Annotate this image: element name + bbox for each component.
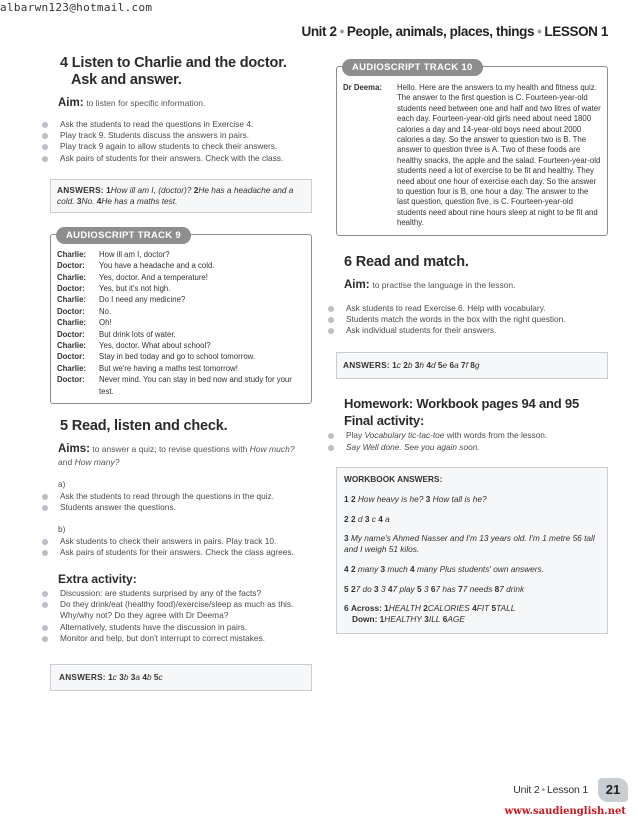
answer-text: g <box>474 360 480 371</box>
answer-number: 2 <box>350 583 356 594</box>
line-text: Oh! <box>99 318 112 328</box>
answer-number: 4 <box>387 583 393 594</box>
aim-text: to listen for specific information. <box>86 98 206 108</box>
audioscript-tab: AUDIOSCRIPT TRACK 9 <box>56 227 191 244</box>
line-text: Yes, doctor. And a temperature! <box>99 272 208 282</box>
list-item: Students match the words in the box with the right question. <box>336 314 608 325</box>
list-item: Monitor and help, but don't interrupt to correct mistakes. <box>50 633 312 644</box>
aim-italic: How many? <box>74 457 120 468</box>
section-6-answers <box>336 352 608 379</box>
answer-text: e <box>442 360 448 371</box>
speaker: Charlie: <box>57 272 87 282</box>
header-dot-icon: • <box>339 24 344 39</box>
answer-text: AGE <box>447 614 465 625</box>
speaker: Doctor: <box>57 261 85 271</box>
homework-section <box>336 395 608 452</box>
answer-text: 3 <box>380 583 386 594</box>
speaker: Doctor: <box>57 284 85 294</box>
answer-text: a <box>454 360 459 371</box>
answer-number: 2 <box>350 513 356 524</box>
final-activity-steps <box>336 430 608 452</box>
answer-number: 6 <box>442 614 448 625</box>
line-text: How ill am I, doctor? <box>99 249 170 259</box>
answer-text: many <box>357 563 379 574</box>
answer-text: c <box>396 360 401 371</box>
answer-number: 5 <box>437 360 443 371</box>
header-unit: Unit 2 <box>301 24 337 39</box>
answer-text: d <box>357 513 363 524</box>
email-watermark: albarwn123@hotmail.com <box>0 1 153 14</box>
left-column <box>50 55 312 691</box>
answer-number: 4 <box>96 195 102 206</box>
top-bar <box>0 0 638 16</box>
list-item: Ask the students to read the questions in Exercise 4. <box>50 119 312 130</box>
answer-text: My name's Ahmed Nasser and I'm 13 years old. I'm 1 metre 56 tall and I weigh 51 kilos. <box>344 533 595 555</box>
workbook-label: WORKBOOK ANSWERS: <box>344 473 443 484</box>
answer-text: How ill am I, (doctor)? <box>110 184 192 195</box>
answer-text: 7 play <box>392 583 415 594</box>
answer-text: How tall is he? <box>432 493 487 504</box>
section-4-aim <box>50 97 312 110</box>
answer-number: 3 <box>380 563 386 574</box>
list-item: Ask students to check their answers in pairs. Play track 10. <box>50 536 312 547</box>
list-item: Play track 9 again to allow students to check their answers. <box>50 141 312 152</box>
aim-label: Aim: <box>58 97 84 109</box>
answer-text: 7 drink <box>499 583 525 594</box>
dialogue-line <box>57 374 305 397</box>
answer-number: 3 <box>344 533 349 544</box>
answer-number: 4 <box>344 563 349 574</box>
speaker: Doctor: <box>57 375 85 385</box>
aim-text: to practise the language in the lesson. <box>372 279 516 290</box>
section-4-answers <box>50 179 312 213</box>
answer-number: 6 <box>430 583 436 594</box>
answer-number: 5 <box>344 583 349 594</box>
answer-number: 7 <box>461 360 466 371</box>
part-b-steps <box>50 536 312 558</box>
list-item: Ask pairs of students for their answers. Check with the class. <box>50 153 312 164</box>
answer-number: 1 <box>108 671 113 682</box>
line-text: Hello. Here are the answers to my health and fitness quiz. The answer to the first question is C. Fourteen-year-old students need between one and half and two litres of water each day. Fourteen-year-old girls need about need 1800 calories a day and 14-year-old boys need about 2000 calories a day. So the answer to question two is B. The answer to question three is A. Two of these foods are healthy snacks, the apple and the salad. Fourteen-year-old students need a lot of exercise to be fit and healthy. They need about one hour of exercise each day. So the answer to question four is B, one hour a day. The answer to the last question, question five, is C. Fourteen-year-old students need about nine hours sleep at night to be fit and healthy. <box>397 83 601 228</box>
answer-number: 3 <box>424 614 429 625</box>
answers-label: ANSWERS: <box>59 671 106 682</box>
list-item: Ask students to read Exercise 6. Help with vocabulary. <box>336 303 608 314</box>
header-dot-icon: • <box>537 24 542 39</box>
section-5-answers <box>50 664 312 691</box>
crossword-label: Across: <box>350 603 382 614</box>
list-item-italic: Vocabulary tic-tac-toe <box>364 430 445 441</box>
answer-number: 5 <box>491 603 497 614</box>
footer-lesson: Lesson 1 <box>546 784 588 796</box>
line-text: Yes, doctor. What about school? <box>99 341 211 351</box>
answer-text: 3 <box>423 583 429 594</box>
answer-text: CALORIES <box>427 603 470 614</box>
list-item: Say Well done. See you again soon. <box>336 442 608 453</box>
line-text: Never mind. You can stay in bed now and study for your test. <box>99 375 292 396</box>
answer-text: c <box>158 671 163 682</box>
website-link[interactable]: www.saudienglish.net <box>504 806 626 817</box>
line-text: Do I need any medicine? <box>99 295 186 305</box>
answer-text: a <box>135 671 140 682</box>
answer-number: 1 <box>384 603 389 614</box>
dialogue-line <box>57 317 305 328</box>
answers-label: ANSWERS: <box>343 360 390 371</box>
speaker: Doctor: <box>57 329 85 339</box>
aim-italic: How much? <box>249 444 295 455</box>
answer-number: 4 <box>410 563 415 574</box>
unit-header <box>301 24 608 39</box>
aim-label: Aim: <box>344 278 370 291</box>
list-item-text: with words from the lesson. <box>446 430 548 441</box>
list-item: Students answer the questions. <box>50 502 312 513</box>
answer-text: c <box>112 671 117 682</box>
workbook-answer-6 <box>344 603 600 625</box>
line-text: No. <box>99 306 112 316</box>
answer-number: 7 <box>458 583 463 594</box>
audioscript-track-10 <box>336 62 608 236</box>
answer-text: HEALTH <box>388 603 421 614</box>
answer-text: c <box>371 513 376 524</box>
part-a-label: a) <box>58 479 66 490</box>
part-b-label: b) <box>58 523 66 534</box>
part-a-steps <box>50 491 312 513</box>
answer-number: 3 <box>364 513 370 524</box>
section-6-title <box>336 254 608 271</box>
final-activity-title: Final activity: <box>344 413 425 429</box>
answer-number: 4 <box>472 603 477 614</box>
answer-number: 3 <box>414 360 420 371</box>
answer-number: 2 <box>350 563 356 574</box>
workbook-answer-2 <box>344 514 600 525</box>
dialogue-line <box>57 306 305 317</box>
aim-text: to answer a quiz; to revise questions with <box>92 444 248 455</box>
answer-number: 1 <box>392 360 397 371</box>
line-text: But drink lots of water. <box>99 329 176 339</box>
list-item: Alternatively, students have the discussion in pairs. <box>50 622 312 633</box>
answers-label: ANSWERS: <box>57 184 104 195</box>
section-title-line: Listen to Charlie and the doctor. <box>71 55 287 71</box>
audioscript-track-9 <box>50 229 312 404</box>
audioscript-tab: AUDIOSCRIPT TRACK 10 <box>342 59 483 76</box>
crossword-label: Down: <box>352 614 378 625</box>
answer-text: d <box>430 360 436 371</box>
footer-unit: Unit 2 <box>513 784 540 796</box>
answer-text: TALL <box>496 603 516 614</box>
answer-text: Plus students' own answers. <box>439 563 545 574</box>
workbook-answer-4 <box>344 564 600 575</box>
speaker: Doctor: <box>57 306 85 316</box>
dialogue-line <box>57 340 305 351</box>
answer-number: 4 <box>426 360 431 371</box>
section-title-line: Read and match. <box>355 253 469 270</box>
answer-number: 6 <box>449 360 455 371</box>
section-6-steps <box>336 303 608 337</box>
section-5-title <box>50 418 312 435</box>
answer-number: 2 <box>423 603 428 614</box>
speaker: Doctor: <box>57 352 85 362</box>
speaker: Dr Deema: <box>343 83 382 92</box>
header-lesson: LESSON 1 <box>544 24 608 39</box>
answer-text: a <box>385 513 390 524</box>
answer-number: 4 <box>378 513 383 524</box>
dialogue-line <box>57 283 305 294</box>
answer-number: 1 <box>379 614 385 625</box>
section-title-line: Ask and answer. <box>71 72 182 88</box>
header-topic: People, animals, places, things <box>346 24 535 39</box>
page-number: 21 <box>598 778 628 802</box>
section-number: 4 <box>60 55 68 71</box>
list-item: Ask individual students for their answers. <box>336 325 608 336</box>
workbook-answer-5 <box>344 584 600 595</box>
answer-text: b <box>123 671 129 682</box>
section-5 <box>50 418 312 691</box>
answer-number: 3 <box>76 195 82 206</box>
speaker: Charlie: <box>57 363 87 373</box>
aim-text: and <box>58 457 73 468</box>
line-text: You have a headache and a cold. <box>99 261 215 271</box>
list-item-text: Play <box>346 430 363 441</box>
list-item: Do they drink/eat (healthy food)/exercise/sleep as much as this. Why/why not? Do they agree with Dr Deema? <box>50 599 312 621</box>
answer-text: 7 has <box>435 583 456 594</box>
section-title-line: Read, listen and check. <box>71 418 228 435</box>
line-text: But we're having a maths test tomorrow! <box>99 363 238 373</box>
dialogue-line <box>57 272 305 283</box>
section-4 <box>50 55 312 213</box>
list-item: Discussion: are students surprised by any of the facts? <box>50 588 312 599</box>
speaker: Charlie: <box>57 295 87 305</box>
answer-number: 1 <box>344 493 349 504</box>
extra-activity-steps <box>50 588 312 644</box>
section-6-aim <box>336 279 608 292</box>
answer-text: ILL <box>428 614 441 625</box>
answer-number: 3 <box>374 583 379 594</box>
list-item: Play track 9. Students discuss the answers in pairs. <box>50 130 312 141</box>
answer-number: 3 <box>119 671 124 682</box>
answer-number: 8 <box>494 583 500 594</box>
workbook-answers <box>336 467 608 634</box>
answer-number: 2 <box>193 184 199 195</box>
answer-number: 5 <box>153 671 159 682</box>
workbook-answer-3 <box>344 533 600 555</box>
workbook-answer-1 <box>344 494 600 505</box>
answer-number: 2 <box>350 493 356 504</box>
dialogue-line <box>57 329 305 340</box>
line-text: Yes, but it's not high. <box>99 284 171 294</box>
answer-text: b <box>146 671 152 682</box>
answer-number: 8 <box>470 360 475 371</box>
line-text: Stay in bed today and go to school tomorrow. <box>99 352 256 362</box>
answer-number: 2 <box>403 360 408 371</box>
dialogue-line <box>57 260 305 271</box>
answer-number: 3 <box>130 671 136 682</box>
answer-text: much <box>387 563 408 574</box>
answer-text: He has a maths test. <box>101 195 178 206</box>
dialogue-line <box>57 363 305 374</box>
answer-text: f <box>465 360 468 371</box>
speaker: Charlie: <box>57 341 87 351</box>
speaker: Charlie: <box>57 318 87 328</box>
answer-text: h <box>419 360 424 371</box>
section-4-steps <box>50 119 312 164</box>
answer-text: HEALTHY <box>384 614 422 625</box>
answer-number: 4 <box>142 671 147 682</box>
section-6 <box>336 254 608 380</box>
section-number: 5 <box>60 418 68 435</box>
answer-number: 3 <box>425 493 431 504</box>
footer-unit-lesson <box>513 784 588 796</box>
answer-text: How heavy is he? <box>357 493 424 504</box>
answer-number: 2 <box>344 513 349 524</box>
answer-number: 5 <box>416 583 422 594</box>
answer-text: He has a headache and a cold. <box>57 184 294 206</box>
answer-text: No. <box>81 195 95 206</box>
section-5-aims <box>50 443 312 469</box>
dialogue-line <box>57 294 305 305</box>
answer-text: many <box>416 563 438 574</box>
section-4-title <box>50 55 312 89</box>
aim-label: Aims: <box>58 443 90 456</box>
dialogue-line <box>343 83 601 229</box>
footer-dot-icon: • <box>541 784 545 796</box>
dialogue-line <box>57 249 305 260</box>
dialogue-line <box>57 351 305 362</box>
answer-text: b <box>407 360 413 371</box>
right-column <box>336 62 608 634</box>
extra-activity-title: Extra activity: <box>58 571 137 586</box>
answer-text: 7 do <box>355 583 372 594</box>
list-item: Ask pairs of students for their answers. Check the class agrees. <box>50 547 312 558</box>
list-item: Ask the students to read through the questions in the quiz. <box>50 491 312 502</box>
homework-title: Homework: Workbook pages 94 and 95 <box>344 396 579 412</box>
answer-number: 1 <box>106 184 111 195</box>
answer-text: FIT <box>476 603 490 614</box>
answer-text: 7 needs <box>462 583 493 594</box>
answer-number: 6 <box>344 603 349 614</box>
list-item <box>336 430 608 441</box>
speaker: Charlie: <box>57 249 87 259</box>
section-number: 6 <box>344 253 352 270</box>
